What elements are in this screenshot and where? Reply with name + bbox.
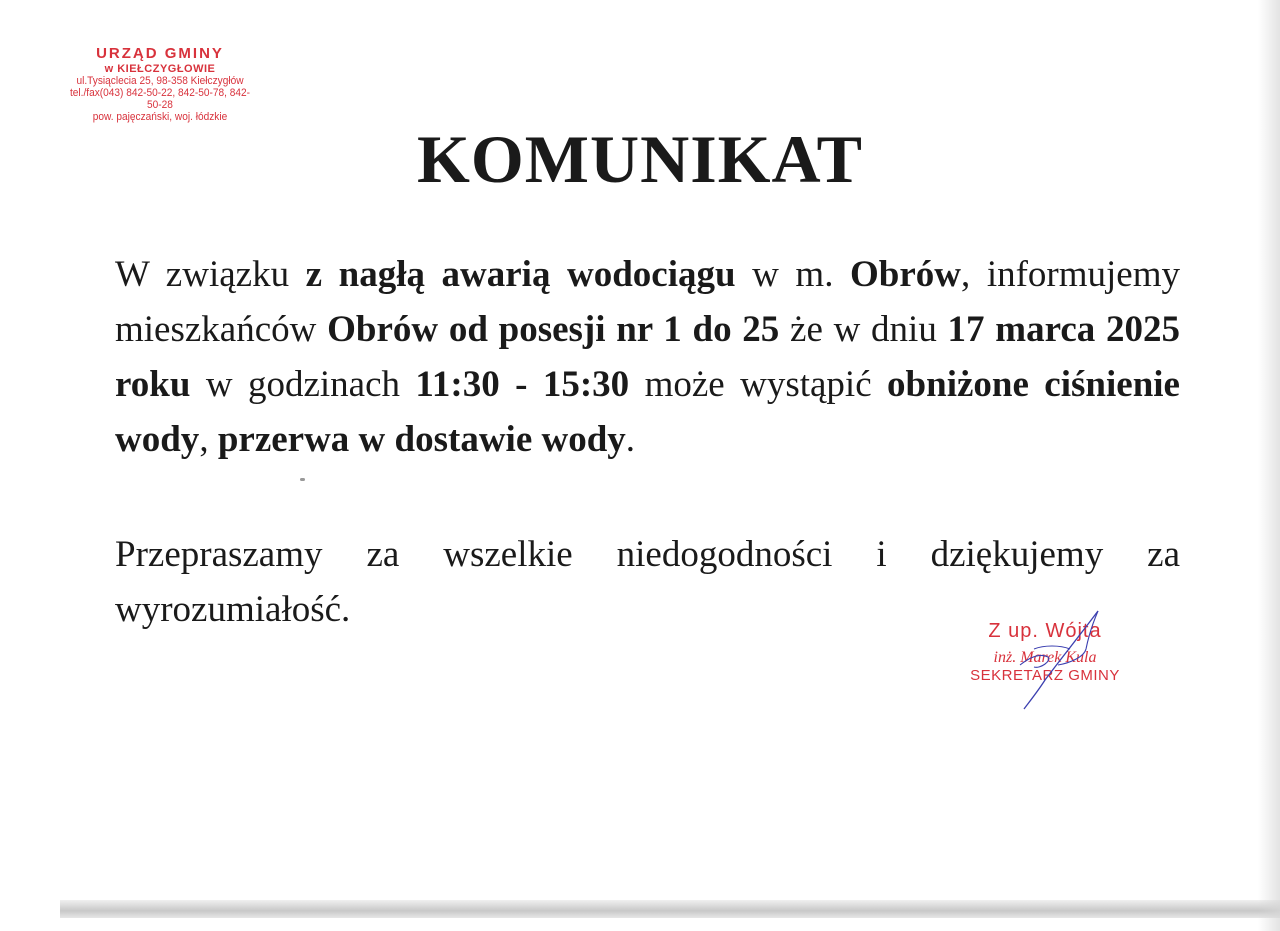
- bold-segment: obniżone ciśnienie wody: [115, 364, 1180, 460]
- announcement-paragraph: [115, 247, 1180, 467]
- text-segment: że w dniu: [779, 309, 948, 350]
- stamp-district: pow. pajęczański, woj. łódzkie: [92, 110, 228, 123]
- text-segment: w godzinach: [190, 364, 416, 405]
- stamp-location: w KIEŁCZYGŁOWIE: [104, 62, 216, 75]
- bold-segment: z nagłą awarią wodociągu: [305, 254, 736, 295]
- stamp-phone: tel./fax(043) 842-50-22, 842-50-78, 842-50-28: [69, 86, 251, 111]
- text-segment: .: [625, 419, 636, 460]
- scan-speck: [300, 478, 305, 481]
- text-segment: w m.: [735, 254, 851, 295]
- page-title: KOMUNIKAT: [417, 121, 863, 197]
- signature-name: inż. Marek Kula: [993, 649, 1097, 666]
- bold-segment: przerwa w dostawie wody: [217, 419, 626, 460]
- signature-role: SEKRETARZ GMINY: [970, 667, 1120, 684]
- stamp-address: ul.Tysiąclecia 25, 98-358 Kiełczygłów: [76, 74, 244, 87]
- signature-title: Z up. Wójta: [988, 620, 1102, 642]
- bold-segment: 17 marca 2025 roku: [115, 309, 1180, 405]
- signature-block: [940, 620, 1150, 684]
- text-segment: ,: [199, 419, 218, 460]
- bold-segment: Obrów: [850, 254, 962, 295]
- stamp-office-name: URZĄD GMINY: [96, 45, 224, 62]
- text-segment: może wystąpić: [629, 364, 888, 405]
- office-stamp: [55, 46, 265, 123]
- bold-segment: Obrów od posesji nr 1 do 25: [327, 309, 780, 350]
- text-segment: , informujemy mieszkańców: [115, 254, 1181, 350]
- scan-edge-shadow: [60, 900, 1280, 918]
- bold-segment: 11:30 - 15:30: [415, 364, 630, 405]
- apology-paragraph: Przepraszamy za wszelkie niedogodności i dziękujemy za wyrozumiałość.: [115, 534, 1180, 630]
- text-segment: W związku: [115, 254, 306, 295]
